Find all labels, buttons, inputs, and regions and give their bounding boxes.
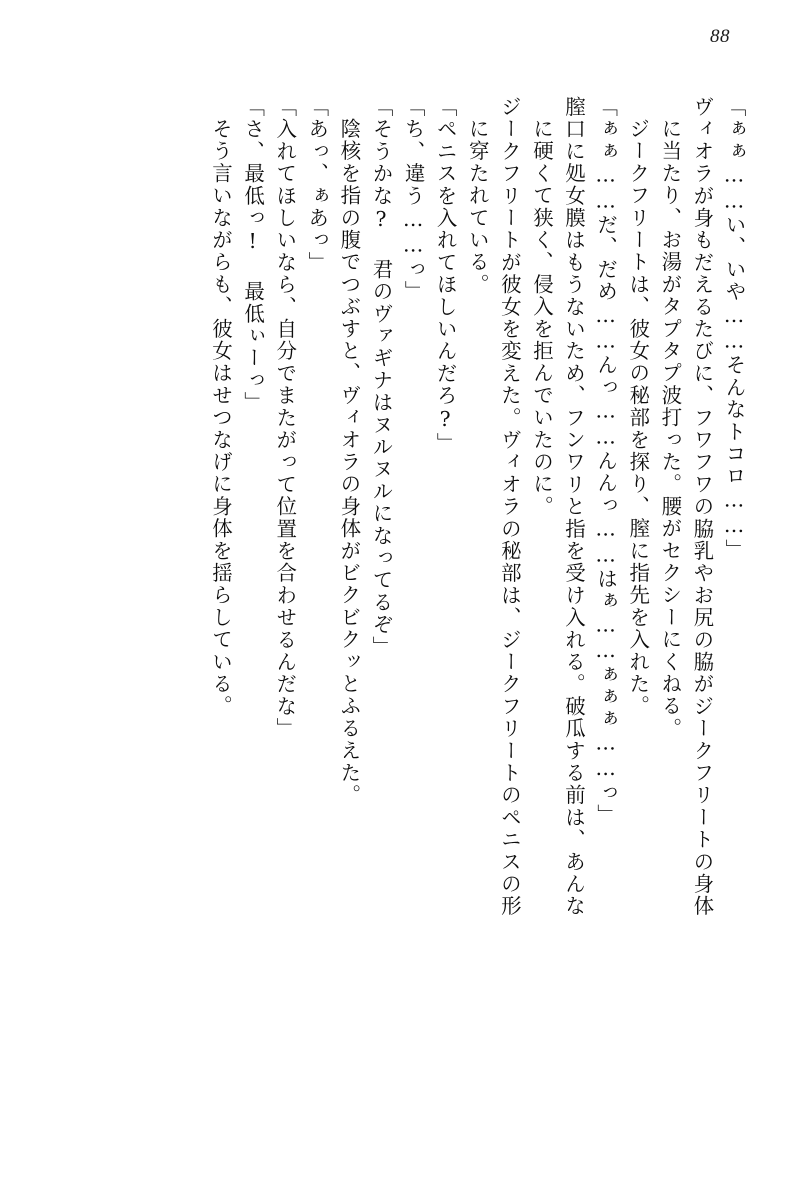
text-line: 「さ、最低っ! 最低ぃーっ」 [240,96,265,414]
text-line: ヴィオラが身もだえるたびに、フワフワの脇乳やお尻の脇がジークフリートの身体 [689,96,714,918]
text-line: 「ぁぁ……い、いや……そんなトコロ……」 [722,96,746,561]
vertical-text-body [40,96,744,1096]
text-line: に硬くて狭く、侵入を拒んでいたのに。 [529,118,554,518]
text-line: に当たり、お湯がタプタプ波打った。腰がセクシーにくねる。 [657,118,682,740]
text-line: 「そうかな? 君のヴァギナはヌルヌルになってるぞ」 [368,96,393,658]
text-line: 「ペニスを入れてほしいんだろ?」 [433,96,458,455]
text-line: に穿たれている。 [465,118,490,296]
text-line: 「入れてほしいなら、自分でまたがって位置を合わせるんだな」 [272,96,297,740]
text-line: 陰核を指の腹でつぶすと、ヴィオラの身体がビクビクッとふるえた。 [336,118,361,807]
text-line: ジークフリートが彼女を変えた。ヴィオラの秘部は、ジークフリートのペニスの形 [497,96,522,918]
text-line: そう言いながらも、彼女はせつなげに身体を揺らしている。 [208,118,233,718]
page-number: 88 [710,26,730,47]
text-line: 「あっ、ぁあっ」 [304,96,329,274]
text-line: 「ぁぁ……だ、だめ……んっ……んんっ……はぁ……ぁぁぁ……っ」 [593,96,618,827]
text-line: ジークフリートは、彼女の秘部を探り、膣に指先を入れた。 [625,118,650,718]
text-line: 「ち、違う……っ」 [401,96,426,303]
text-line: 膣口に処女膜はもうないため、フンワリと指を受け入れる。破瓜する前は、あんな [561,96,586,918]
